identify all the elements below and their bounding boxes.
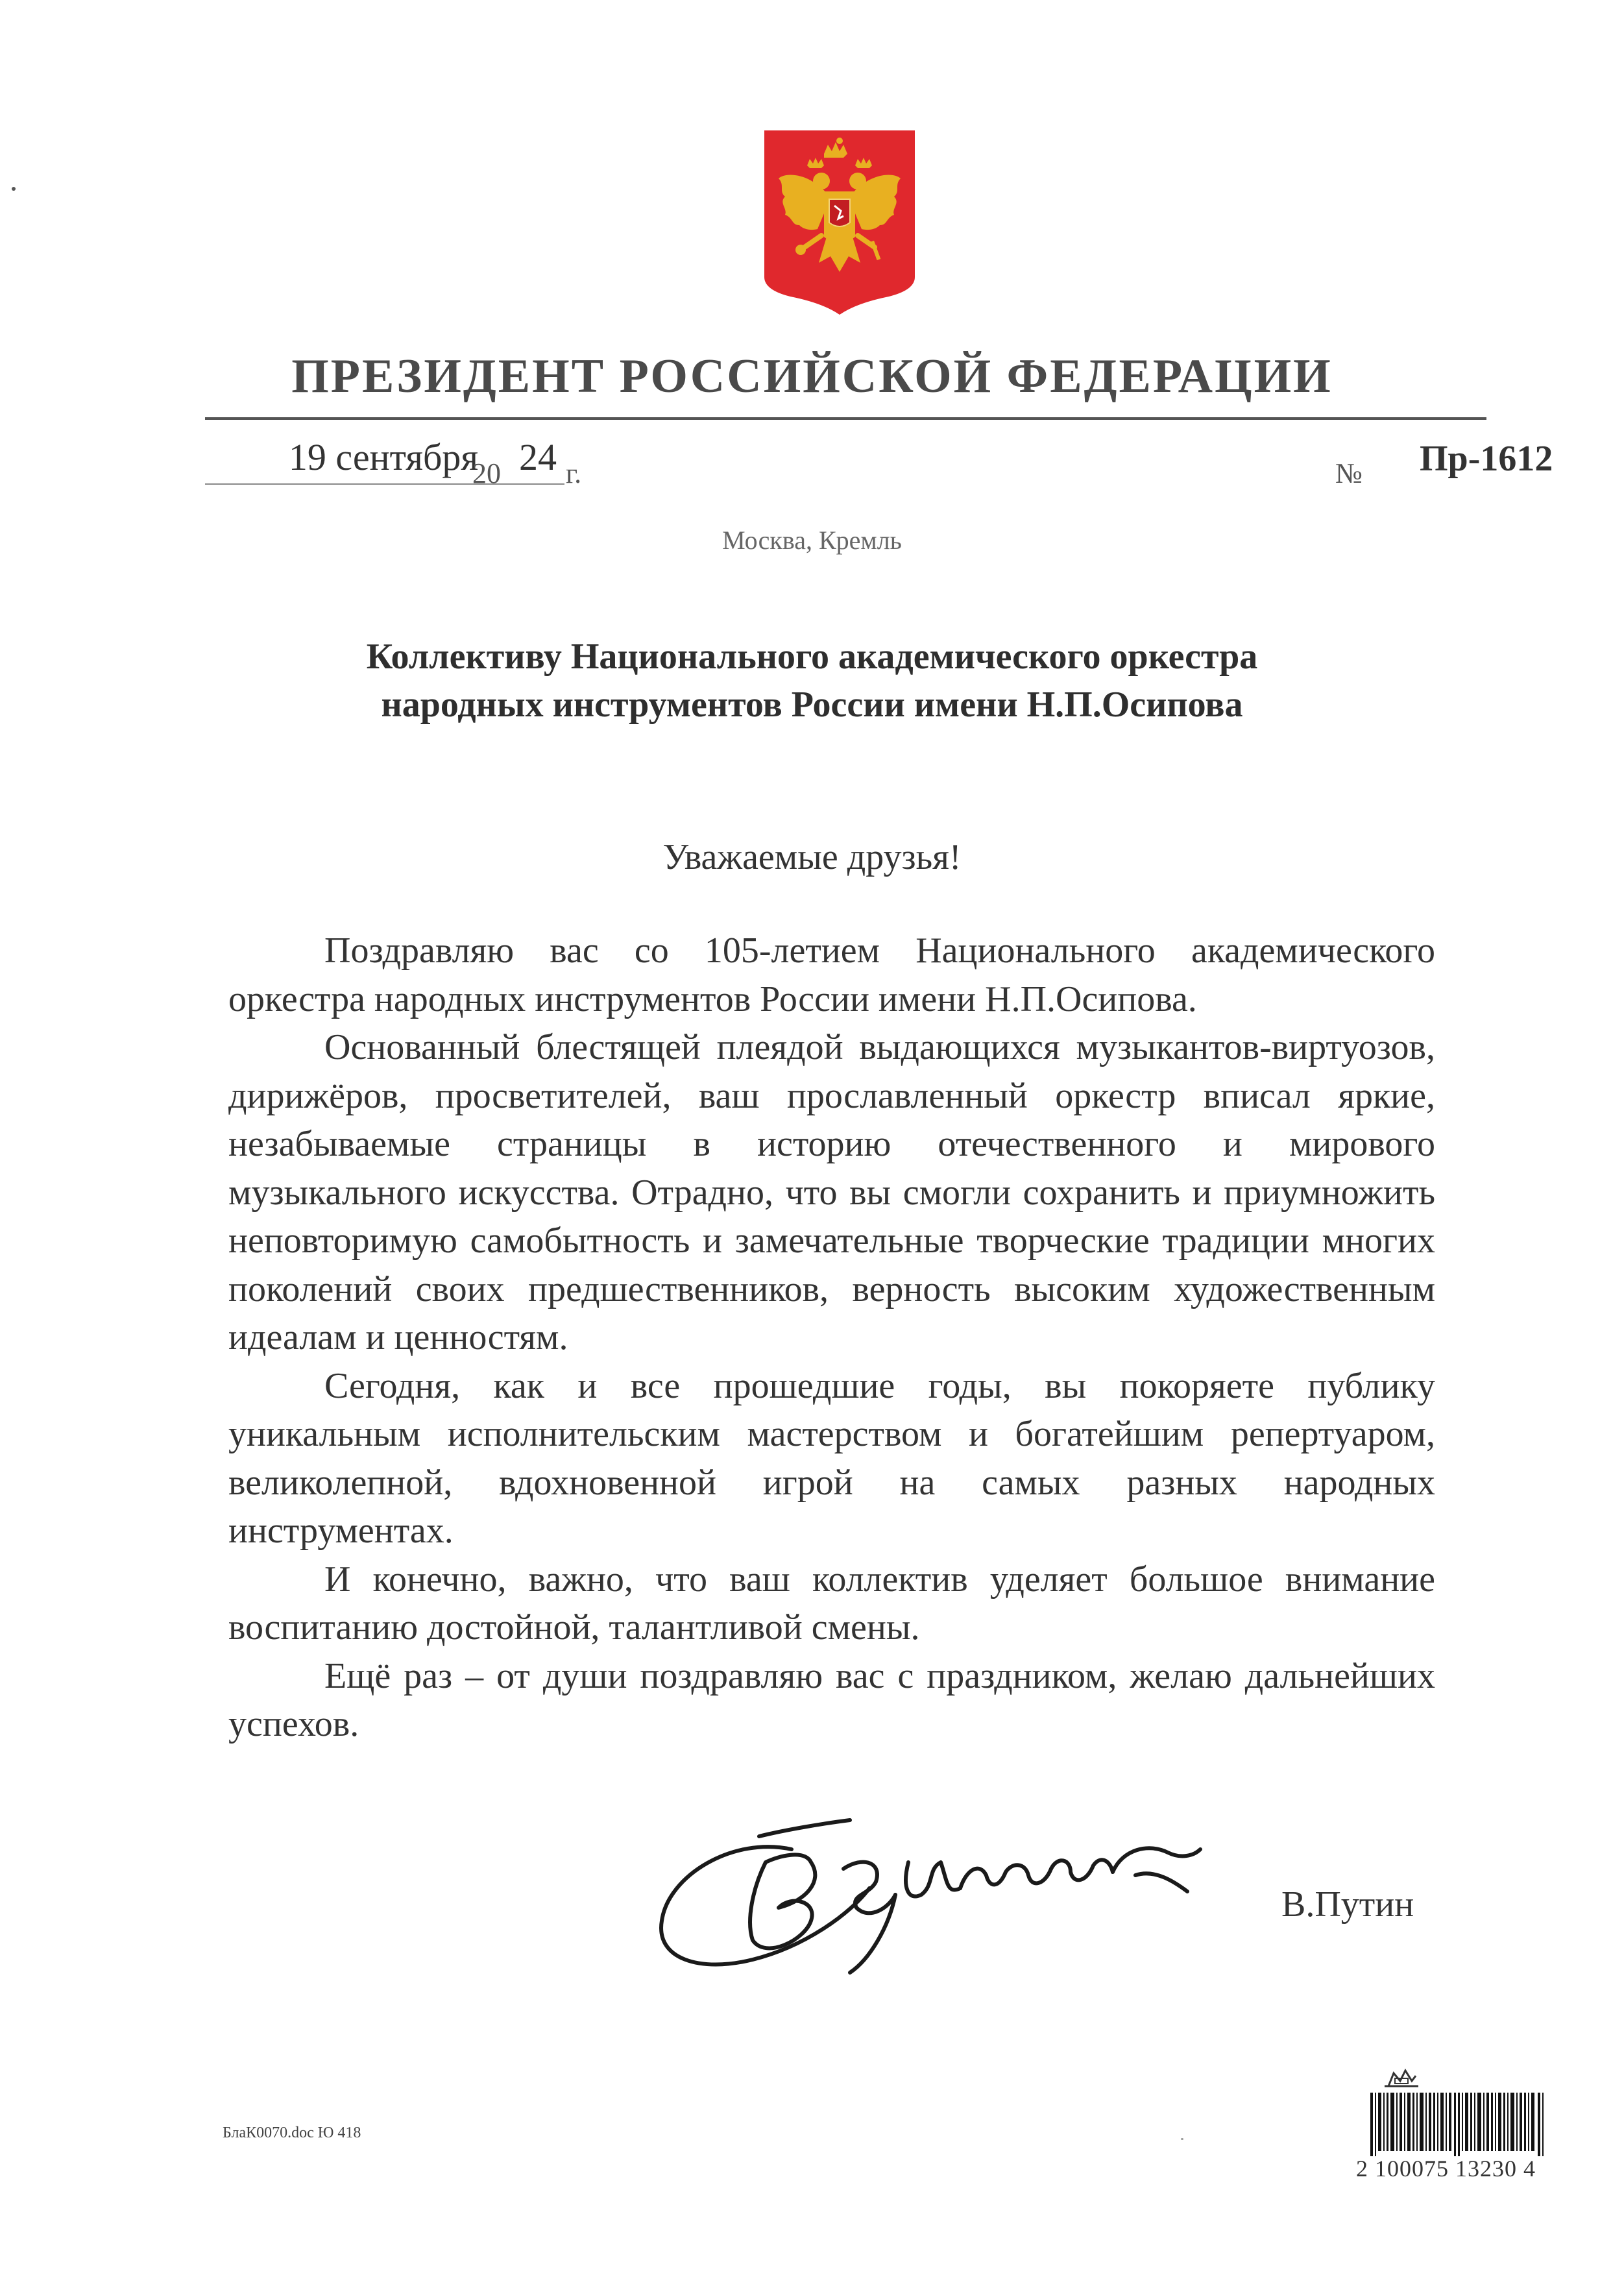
- coat-of-arms-icon: [759, 127, 920, 318]
- body-paragraph: Поздравляю вас со 105-летием Национального академического оркестра народных инструментов России имени Н.П.Осипова.: [228, 930, 1435, 1019]
- addressee: [0, 633, 1624, 729]
- greeting: Уважаемые друзья!: [662, 837, 962, 877]
- handwritten-signature: [655, 1810, 1226, 1979]
- form-code: БлаК0070.doc Ю 418: [223, 2124, 361, 2141]
- year-digits: 24: [519, 436, 557, 478]
- year-prefix: 20: [472, 457, 501, 489]
- year-underline: [513, 483, 564, 485]
- place-of-issue: Москва, Кремль: [722, 526, 902, 555]
- document-date: 19 сентября: [288, 436, 479, 478]
- header-divider: [205, 417, 1486, 420]
- organization-title: ПРЕЗИДЕНТ РОССИЙСКОЙ ФЕДЕРАЦИИ: [291, 350, 1333, 403]
- body-paragraph: Сегодня, как и все прошедшие годы, вы покоряете публику уникальным исполнительским мастерством и богатейшим репертуаром, великолепной, вдохновенной игрой на самых разных народных инструментах.: [228, 1365, 1435, 1551]
- scan-speck: [12, 187, 16, 191]
- scan-speck: [1181, 2138, 1183, 2140]
- addressee-line: народных инструментов России имени Н.П.Осипова: [381, 685, 1243, 725]
- barcode-mark-icon: [1382, 2067, 1421, 2089]
- number-label: №: [1335, 457, 1363, 489]
- document-number: Пр-1612: [1420, 439, 1553, 479]
- barcode-number: 2 100075 13230 4: [1356, 2156, 1536, 2182]
- body-paragraph: Основанный блестящей плеядой выдающихся музыкантов-виртуозов, дирижёров, просветителей, ваш прославленный оркестр вписал яркие, незабываемые страницы в историю отечественного и мирового музыкального искусства. Отрадно, что вы смогли сохранить и приумножить неповторимую самобытность и замечательные творческие традиции многих поколений своих предшественников, верность высоким художественным идеалам и ценностям.: [228, 1027, 1435, 1357]
- signer-name: В.Путин: [1281, 1884, 1414, 1925]
- date-underline: [205, 483, 562, 485]
- letter-body: [228, 927, 1435, 1749]
- addressee-line: Коллективу Национального академического оркестра: [366, 637, 1258, 677]
- year-abbrev: г.: [566, 457, 582, 489]
- body-paragraph: И конечно, важно, что ваш коллектив уделяет большое внимание воспитанию достойной, талантливой смены.: [228, 1559, 1435, 1648]
- barcode: [1370, 2093, 1545, 2156]
- body-paragraph: Ещё раз – от души поздравляю вас с праздником, желаю дальнейших успехов.: [228, 1655, 1435, 1744]
